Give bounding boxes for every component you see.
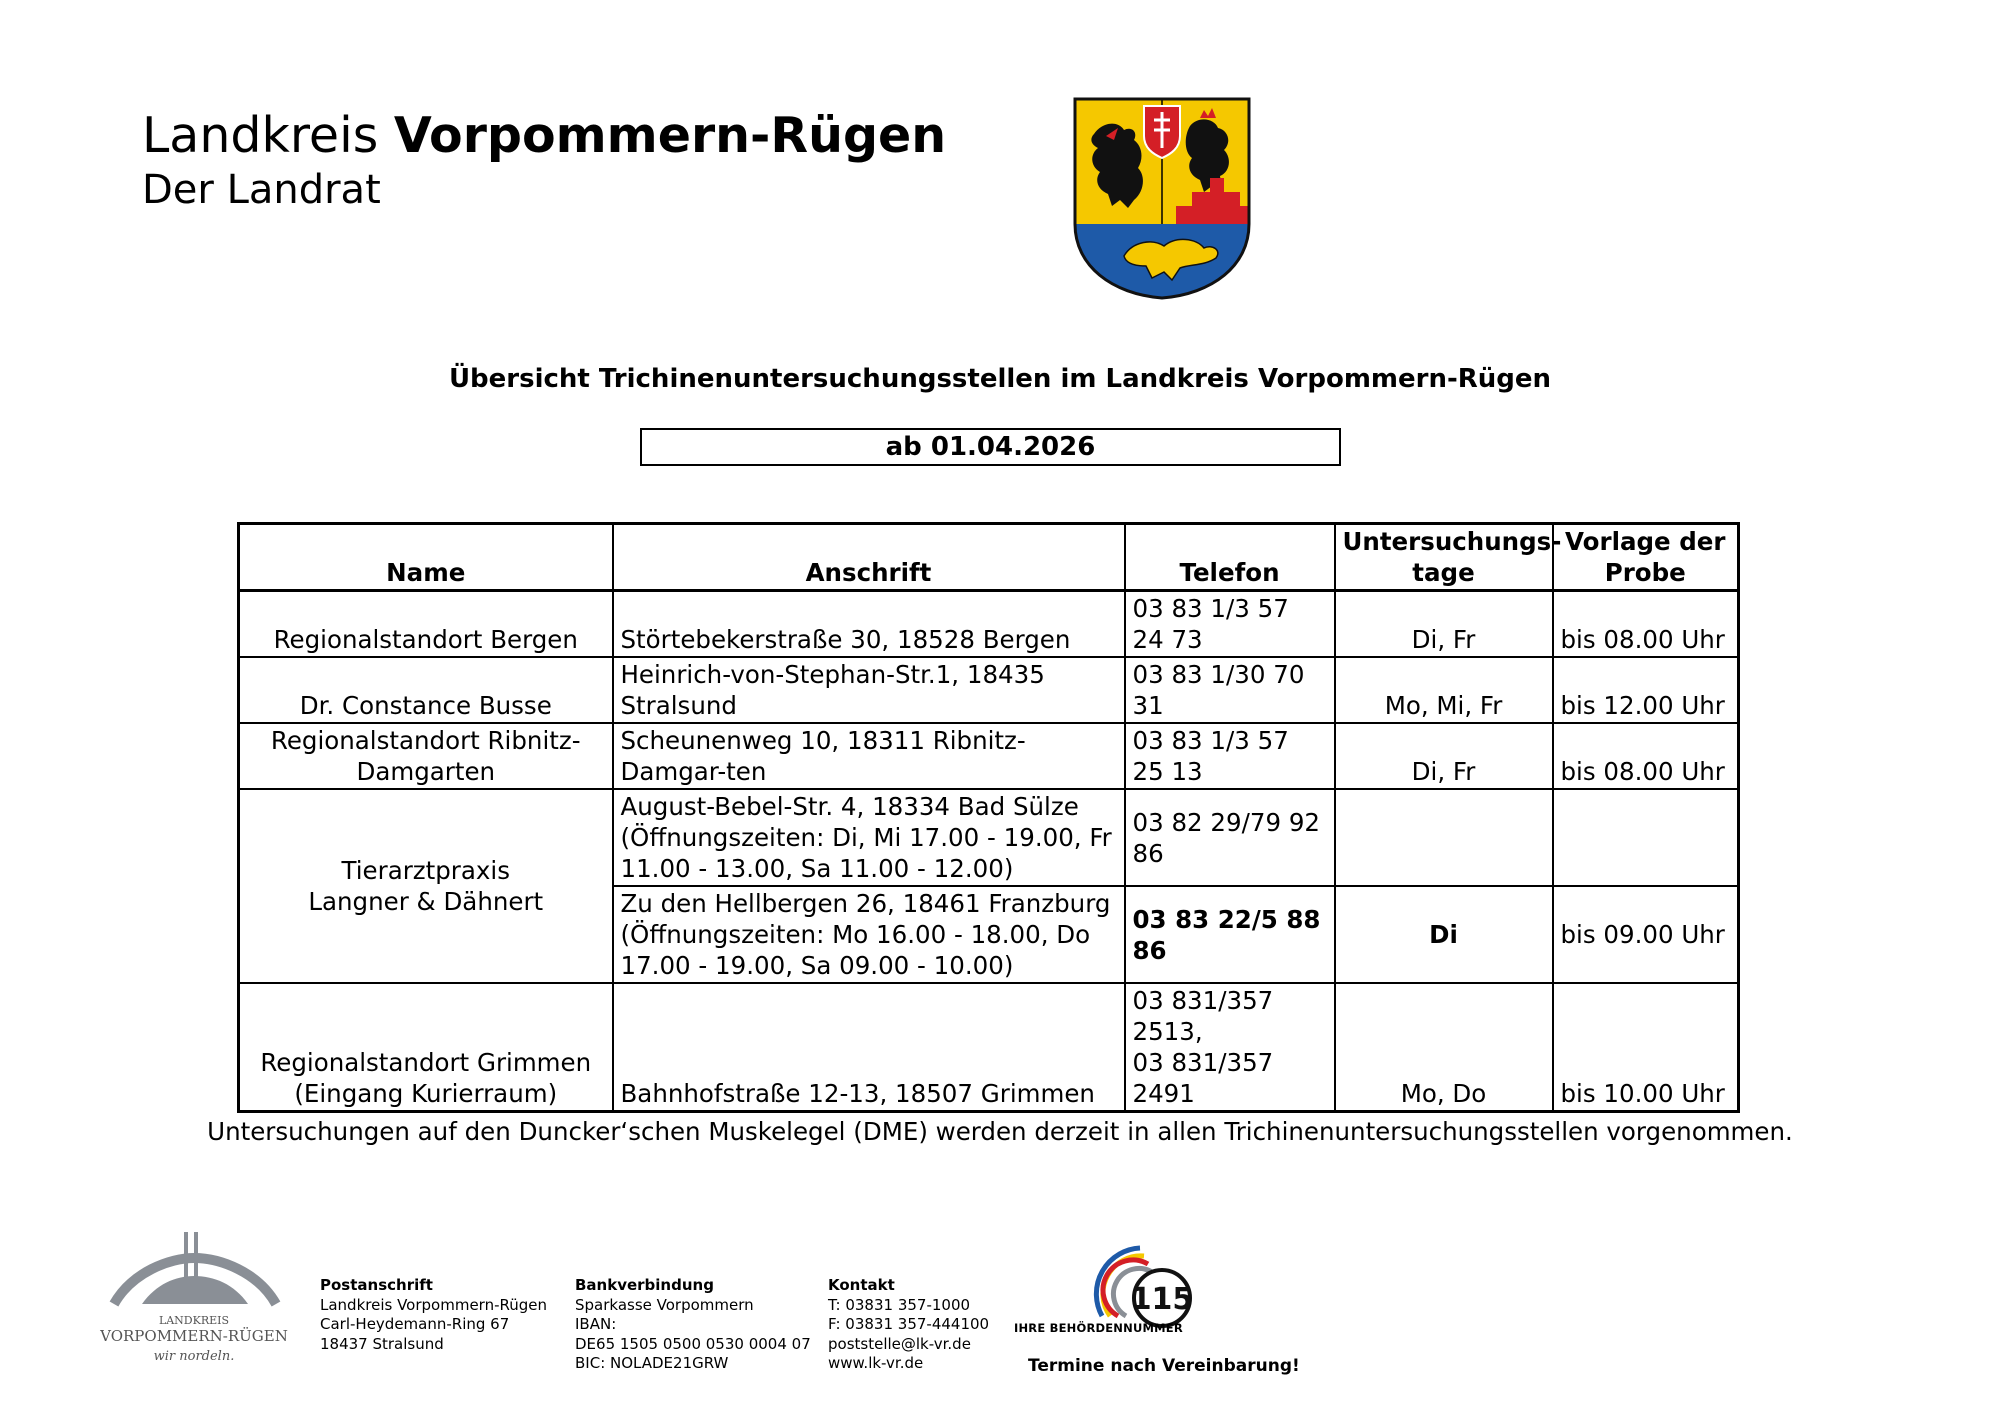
footer-kontakt: [828, 1276, 989, 1374]
cell-probe: bis 12.00 Uhr: [1553, 657, 1739, 723]
appointment-note: Termine nach Vereinbarung!: [1028, 1356, 1300, 1376]
logo-text-line1: LANDKREIS: [158, 1314, 230, 1327]
cell-telefon: 03 83 1/3 57 25 13: [1125, 723, 1335, 789]
footer-kontakt-fax: F: 03831 357-444100: [828, 1315, 990, 1333]
cell-probe: bis 08.00 Uhr: [1553, 723, 1739, 789]
cell-name: Regionalstandort Bergen: [239, 591, 613, 658]
footer-postanschrift-line3: 18437 Stralsund: [320, 1334, 444, 1353]
cell-name-line2: Langner & Dähnert: [308, 887, 544, 916]
footer-bank-line2: IBAN:: [575, 1315, 617, 1333]
footer-bank-heading: Bankverbindung: [575, 1276, 714, 1294]
cell-name-line1: Tierarztpraxis: [341, 856, 510, 885]
letterhead-subtitle: Der Landrat: [142, 167, 381, 214]
badge-caption: IHRE BEHÖRDENNUMMER: [1014, 1321, 1183, 1335]
cell-anschrift: Zu den Hellbergen 26, 18461 Franzburg (Öffnungszeiten: Mo 16.00 - 18.00, Do 17.00 - 19.00, Sa 09.00 - 10.00): [613, 886, 1125, 983]
cell-anschrift: Scheunenweg 10, 18311 Ribnitz-Damgar-ten: [613, 723, 1125, 789]
header-probe-line1: Vorlage der: [1565, 527, 1726, 556]
table-row: [239, 723, 1739, 789]
cell-tage: Di: [1335, 886, 1553, 983]
cell-telefon: 03 83 22/5 88 86: [1125, 886, 1335, 983]
cell-telefon-line2: 03 831/357 2491: [1132, 1048, 1274, 1108]
footer-postanschrift-line1: Landkreis Vorpommern-Rügen: [320, 1295, 548, 1314]
cell-name: Regionalstandort Ribnitz-Damgarten: [239, 723, 613, 789]
coat-of-arms-icon: [1072, 96, 1252, 301]
header-probe-line2: Probe: [1604, 558, 1686, 587]
cell-name: [239, 789, 613, 983]
footer-kontakt-phone: T: 03831 357-1000: [828, 1295, 971, 1314]
badge-number: 115: [1130, 1282, 1194, 1317]
letterhead-title: [142, 108, 946, 164]
cell-telefon: 03 82 29/79 92 86: [1125, 789, 1335, 886]
letterhead-title-light: Landkreis: [142, 107, 379, 164]
logo-text-line2: VORPOMMERN-RÜGEN: [100, 1327, 288, 1345]
logo-text-line3: wir nordeln.: [153, 1349, 235, 1364]
document-title: Übersicht Trichinenuntersuchungsstellen im Landkreis Vorpommern-Rügen: [448, 364, 1552, 394]
footer-bank-line3: DE65 1505 0500 0530 0004 07: [575, 1334, 811, 1353]
cell-tage: [1335, 789, 1553, 886]
district-logo-icon: [92, 1228, 297, 1368]
table-row: [239, 983, 1739, 1112]
letterhead-title-bold: Vorpommern-Rügen: [393, 107, 947, 164]
footer-postanschrift-heading: Postanschrift: [320, 1276, 433, 1294]
header-tage-line1: Untersuchungs-: [1342, 527, 1562, 556]
header-name: Name: [239, 524, 613, 591]
cell-telefon: 03 83 1/3 57 24 73: [1125, 591, 1335, 658]
table-row: [239, 657, 1739, 723]
footer-kontakt-website[interactable]: www.lk-vr.de: [828, 1354, 924, 1372]
cell-name: Dr. Constance Busse: [239, 657, 613, 723]
cell-anschrift: August-Bebel-Str. 4, 18334 Bad Sülze (Öffnungszeiten: Di, Mi 17.00 - 19.00, Fr 11.00 - 13.00, Sa 11.00 - 12.00): [613, 789, 1125, 886]
cell-probe: bis 10.00 Uhr: [1553, 983, 1739, 1112]
cell-telefon: [1125, 983, 1335, 1112]
cell-anschrift: Störtebekerstraße 30, 18528 Bergen: [613, 591, 1125, 658]
table-row: [239, 591, 1739, 658]
table-header-row: [239, 524, 1739, 591]
header-telefon: Telefon: [1125, 524, 1335, 591]
header-vorlage: [1553, 524, 1739, 591]
cell-name-line2: (Eingang Kurierraum): [294, 1079, 558, 1108]
cell-tage: Mo, Mi, Fr: [1335, 657, 1553, 723]
footer-kontakt-heading: Kontakt: [828, 1276, 895, 1294]
header-tage-line2: tage: [1412, 558, 1475, 587]
cell-name: [239, 983, 613, 1112]
footer-postanschrift: [320, 1276, 547, 1354]
footer-bank-line4: BIC: NOLADE21GRW: [575, 1354, 729, 1372]
letterhead: [142, 108, 946, 214]
footer-postanschrift-line2: Carl-Heydemann-Ring 67: [320, 1315, 510, 1333]
cell-telefon-line1: 03 831/357 2513,: [1132, 986, 1274, 1046]
cell-probe: [1553, 789, 1739, 886]
examination-sites-table: [237, 522, 1740, 1113]
cell-tage: Di, Fr: [1335, 723, 1553, 789]
cell-name-line1: Regionalstandort Grimmen: [260, 1048, 592, 1077]
footer-kontakt-email[interactable]: poststelle@lk-vr.de: [828, 1334, 971, 1353]
cell-anschrift: Bahnhofstraße 12-13, 18507 Grimmen: [613, 983, 1125, 1112]
table-row: [239, 789, 1739, 886]
cell-telefon: 03 83 1/30 70 31: [1125, 657, 1335, 723]
cell-tage: Di, Fr: [1335, 591, 1553, 658]
cell-probe: bis 09.00 Uhr: [1553, 886, 1739, 983]
header-anschrift: Anschrift: [613, 524, 1125, 591]
footer-bank-line1: Sparkasse Vorpommern: [575, 1295, 754, 1314]
cell-anschrift: Heinrich-von-Stephan-Str.1, 18435 Stralsund: [613, 657, 1125, 723]
date-box: ab 01.04.2026: [640, 428, 1341, 466]
cell-tage: Mo, Do: [1335, 983, 1553, 1112]
footer-bank: [575, 1276, 811, 1374]
footnote: Untersuchungen auf den Duncker‘schen Muskelegel (DME) werden derzeit in allen Trichinenuntersuchungsstellen vorgenommen.: [207, 1117, 1793, 1146]
cell-probe: bis 08.00 Uhr: [1553, 591, 1739, 658]
header-untersuchungstage: [1335, 524, 1562, 591]
